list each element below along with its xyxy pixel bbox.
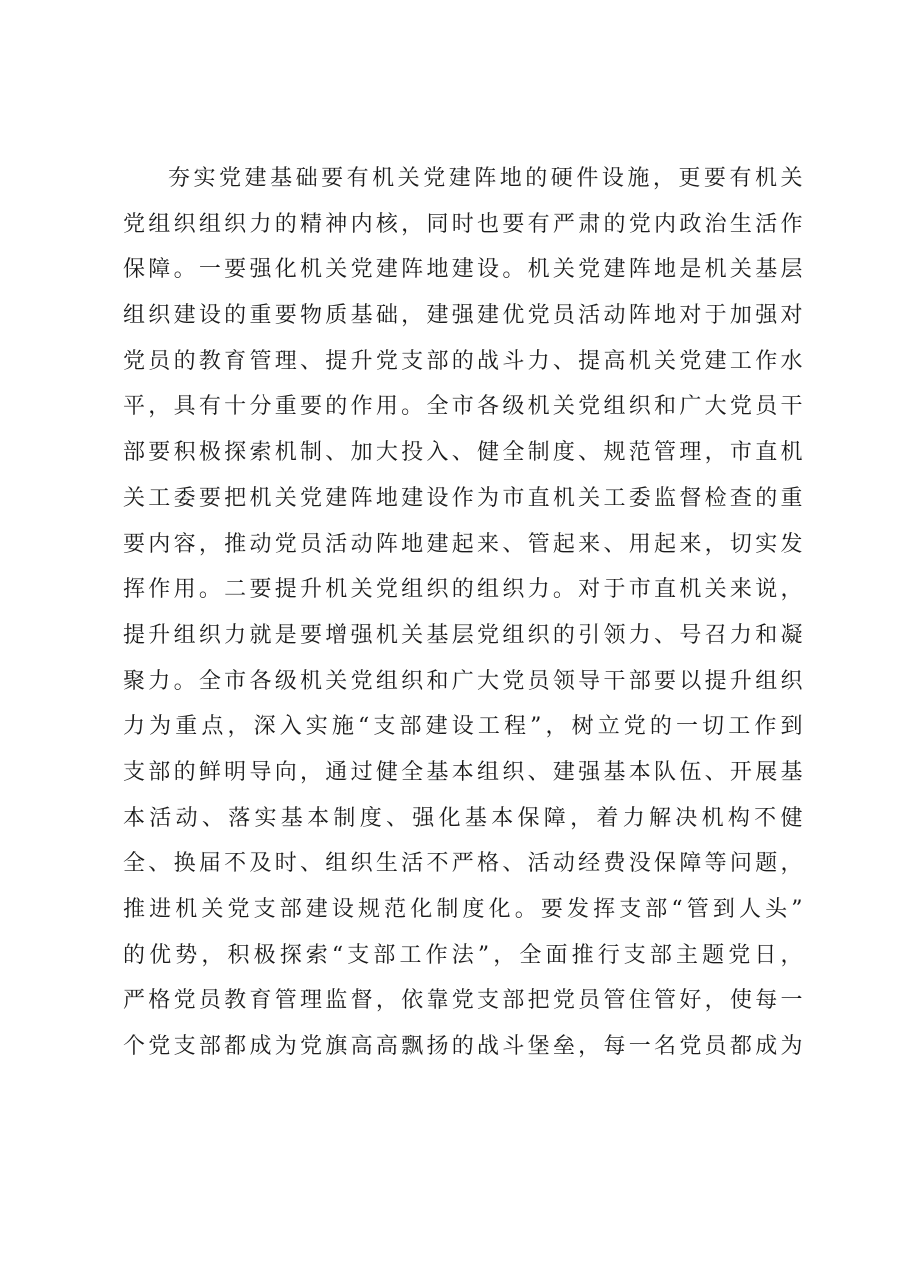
text-line: 支部的鲜明导向，通过健全基本组织、建强基本队伍、开展基 — [123, 759, 803, 785]
text-line: 平，具有十分重要的作用。全市各级机关党组织和广大党员干 — [123, 394, 803, 420]
text-line: 推进机关党支部建设规范化制度化。要发挥支部“管到人头” — [123, 897, 803, 922]
text-line: 力为重点，深入实施“支部建设工程”，树立党的一切工作到 — [123, 714, 803, 740]
body-paragraph — [123, 164, 803, 1078]
text-line: 夯实党建基础要有机关党建阵地的硬件设施，更要有机关 — [168, 166, 803, 191]
text-line: 保障。一要强化机关党建阵地建设。机关党建阵地是机关基层 — [123, 257, 803, 283]
text-line: 个党支部都成为党旗高高飘扬的战斗堡垒，每一名党员都成为 — [123, 1034, 803, 1060]
text-line: 全、换届不及时、组织生活不严格、活动经费没保障等问题， — [123, 851, 803, 877]
text-line: 严格党员教育管理监督，依靠党支部把党员管住管好，使每一 — [123, 988, 803, 1014]
text-line: 关工委要把机关党建阵地建设作为市直机关工委监督检查的重 — [123, 485, 803, 511]
text-line: 聚力。全市各级机关党组织和广大党员领导干部要以提升组织 — [123, 668, 803, 694]
text-line: 要内容，推动党员活动阵地建起来、管起来、用起来，切实发 — [123, 531, 803, 557]
text-line: 部要积极探索机制、加大投入、健全制度、规范管理，市直机 — [123, 440, 803, 466]
text-line: 本活动、落实基本制度、强化基本保障，着力解决机构不健 — [123, 805, 803, 831]
text-line: 党组织组织力的精神内核，同时也要有严肃的党内政治生活作 — [123, 211, 803, 237]
text-line: 挥作用。二要提升机关党组织的组织力。对于市直机关来说， — [123, 577, 803, 603]
text-line: 组织建设的重要物质基础，建强建优党员活动阵地对于加强对 — [123, 303, 803, 329]
text-line: 提升组织力就是要增强机关基层党组织的引领力、号召力和凝 — [123, 622, 803, 648]
text-line: 的优势，积极探索“支部工作法”，全面推行支部主题党日， — [123, 942, 803, 968]
text-line: 党员的教育管理、提升党支部的战斗力、提高机关党建工作水 — [123, 348, 803, 374]
